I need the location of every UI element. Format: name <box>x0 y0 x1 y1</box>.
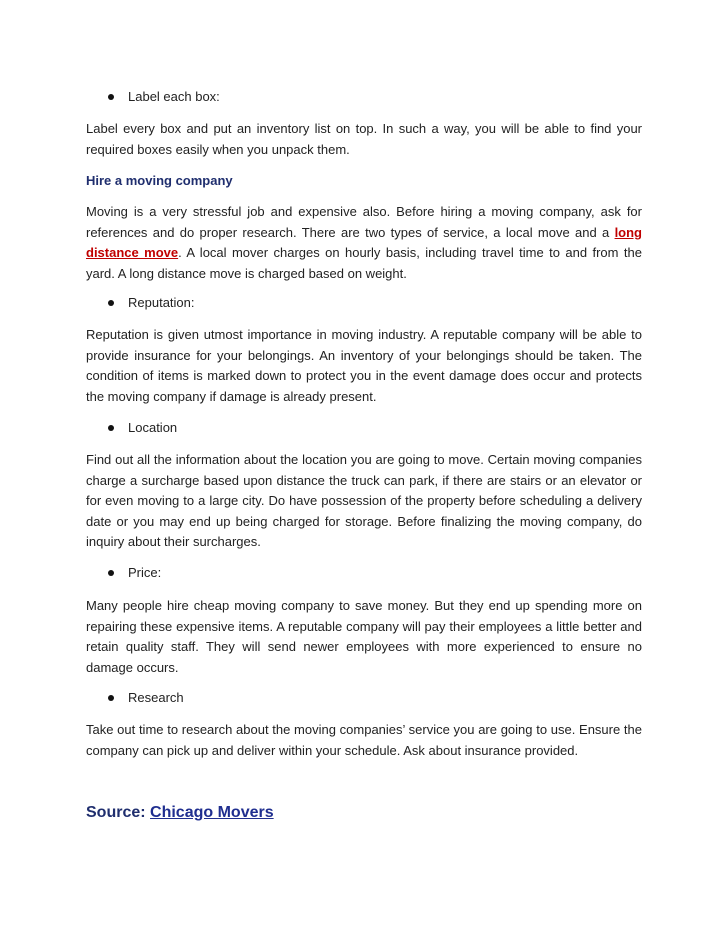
paragraph-label-box: Label every box and put an inventory list on top. In such a way, you will be able to find your required boxes easily when you unpack them. <box>86 121 642 157</box>
long-distance-move-link[interactable]: long distance move <box>86 224 642 260</box>
chicago-movers-link[interactable]: Chicago Movers <box>150 804 274 821</box>
bullet-icon <box>108 570 114 576</box>
bullet-item-label-box <box>108 88 220 106</box>
paragraph-research: Take out time to research about the moving companies’ service you are going to use. Ensure the company can pick up and deliver within your schedule. Ask about insurance provided. <box>86 722 642 758</box>
bullet-text: Price: <box>128 565 162 580</box>
bullet-item-price <box>108 564 161 582</box>
bullet-icon <box>108 425 114 431</box>
bullet-item-location <box>108 419 177 437</box>
paragraph-price: Many people hire cheap moving company to save money. But they end up spending more on repairing these expensive items. A reputable company will pay their employees a little better and retain quality staff. They will send newer employees with more experienced to ensure no damage occurs. <box>86 598 642 675</box>
paragraph-text: . A local mover charges on hourly basis, including travel time to and from the yard. A long distance move is charged based on weight. <box>86 245 642 281</box>
bullet-icon <box>108 300 114 306</box>
source-line <box>86 804 274 822</box>
bullet-item-research <box>108 689 184 707</box>
bullet-text: Research <box>128 690 184 705</box>
source-label: Source: <box>86 804 146 821</box>
bullet-text: Location <box>128 420 178 435</box>
bullet-text: Label each box: <box>128 89 220 104</box>
bullet-icon <box>108 94 114 100</box>
paragraph-text: Moving is a very stressful job and expensive also. Before hiring a moving company, ask for references and do proper research. There are two types of service, a local move and a <box>86 204 642 240</box>
section-heading-hire: Hire a moving company <box>86 173 233 188</box>
bullet-text: Reputation: <box>128 295 195 310</box>
bullet-item-reputation <box>108 294 195 312</box>
paragraph-location: Find out all the information about the location you are going to move. Certain moving companies charge a surcharge based upon distance the truck can park, if there are stairs or an elevator or for even moving to a large city. Do have possession of the property before scheduling a delivery date or you may end up being charged for storage. Before finalizing the moving company, do inquiry about their surcharges. <box>86 452 642 549</box>
paragraph-reputation: Reputation is given utmost importance in moving industry. A reputable company will be able to provide insurance for your belongings. An inventory of your belongings should be taken. The condition of items is marked down to protect you in the event damage does occur and protects the moving company if damage is already present. <box>86 327 642 404</box>
bullet-icon <box>108 695 114 701</box>
paragraph-hire <box>86 202 642 284</box>
